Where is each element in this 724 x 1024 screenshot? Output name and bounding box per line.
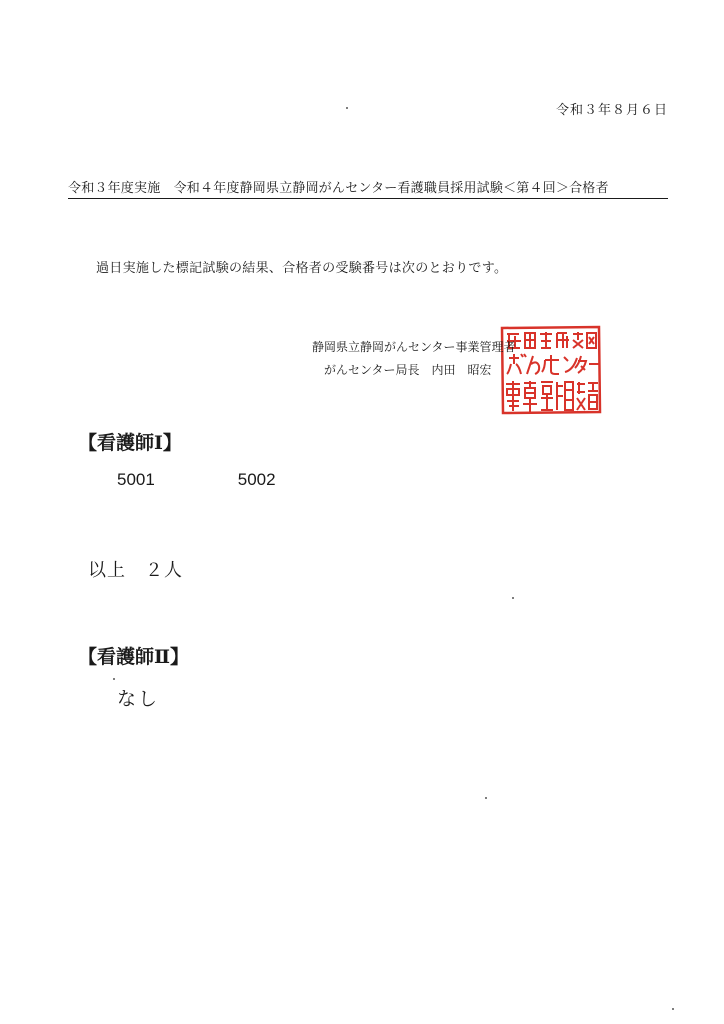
scan-speck <box>672 1008 674 1010</box>
scan-speck <box>113 678 115 680</box>
section-heading-nurse-1: 【看護師Ⅰ】 <box>78 432 182 454</box>
document-title: 令和３年度実施 令和４年度静岡県立静岡がんセンター看護職員採用試験＜第４回＞合格者 <box>68 177 668 199</box>
section-heading-nurse-2: 【看護師Ⅱ】 <box>78 646 190 668</box>
exam-number: 5002 <box>237 470 276 489</box>
scan-speck <box>512 597 514 599</box>
issuer-block <box>312 336 516 382</box>
exam-number: 5001 <box>117 470 155 489</box>
exam-numbers-list <box>117 470 354 490</box>
issuer-organization: 静岡県立静岡がんセンター事業管理者 <box>312 340 516 354</box>
document-body-text: 過日実施した標記試験の結果、合格者の受験番号は次のとおりです。 <box>96 261 508 276</box>
section-result-none: なし <box>117 688 160 710</box>
scan-speck <box>485 797 487 799</box>
document-date: 令和３年８月６日 <box>555 103 668 118</box>
section-total: 以上 ２人 <box>88 560 183 581</box>
issuer-title-name: がんセンター局長 内田 昭宏 <box>324 363 492 377</box>
scan-speck <box>346 107 348 109</box>
